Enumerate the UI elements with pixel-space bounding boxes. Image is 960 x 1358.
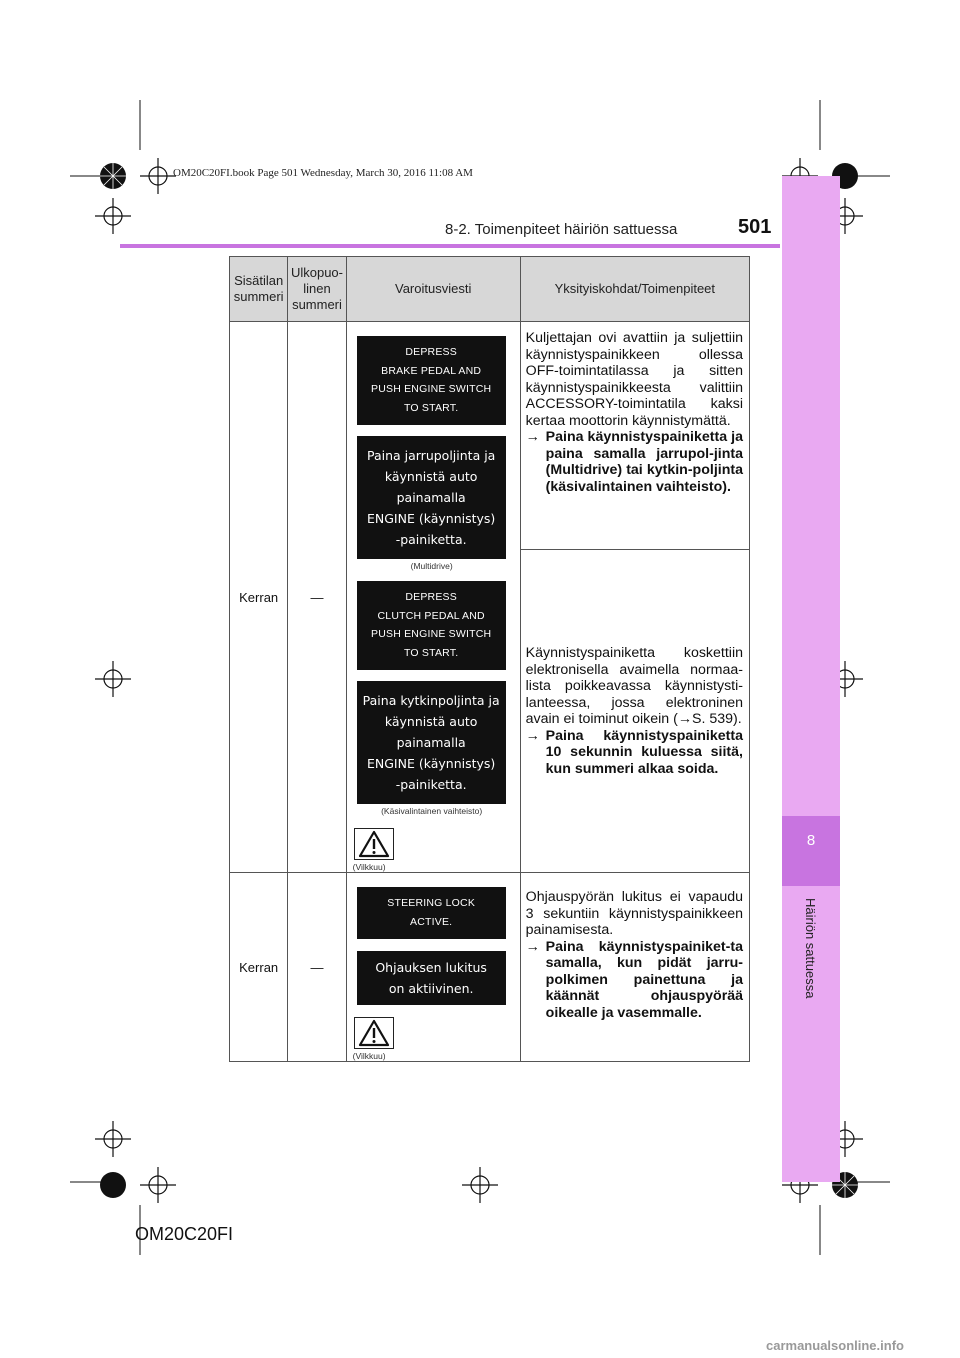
detail2-action: → Paina käynnistyspainiketta 10 sekunnin kuluessa siitä, kun summeri alkaa soida. <box>525 727 743 777</box>
row2-exterior-buzzer: — <box>288 873 346 1062</box>
header-exterior-buzzer: Ulkopuo-linen summeri <box>288 257 346 322</box>
page-number: 501 <box>738 216 772 238</box>
detail1-action: → Paina käynnistyspainiketta ja paina samalla jarrupol-jinta (Multidrive) tai kytkin-poljinta (käsivalintainen vaihteisto). <box>525 429 743 495</box>
header-details: Yksityiskohdat/Toimenpiteet <box>520 257 749 322</box>
header-interior-buzzer: Sisätilan summeri <box>230 257 288 322</box>
chapter-title: Häiriön sattuessa <box>803 898 818 999</box>
display-depress-clutch-fi: Paina kytkinpoljinta ja käynnistä auto painamalla ENGINE (käynnistys) -painiketta. <box>357 681 506 804</box>
chapter-number-box <box>782 816 840 886</box>
display-depress-brake-en: DEPRESS BRAKE PEDAL AND PUSH ENGINE SWITCH TO START. <box>357 336 506 425</box>
row1-interior-buzzer: Kerran <box>230 322 288 873</box>
display-depress-brake-fi: Paina jarrupoljinta ja käynnistä auto painamalla ENGINE (käynnistys) -painiketta. <box>357 436 506 559</box>
chapter-number: 8 <box>806 832 816 849</box>
caption-flashing: (Vilkkuu) <box>352 862 386 872</box>
row1-exterior-buzzer: — <box>288 322 346 873</box>
row2-messages <box>346 873 520 1062</box>
caption-manual-transmission: (Käsivalintainen vaihteisto) <box>381 806 483 816</box>
warning-triangle-icon <box>354 828 394 860</box>
header-warning-message: Varoitusviesti <box>346 257 520 322</box>
detail2-text: Käynnistyspainiketta koskettiin elektronisella avaimella normaa-lista poikkeavassa käynnistysti-lanteessa, jossa elektroninen avain ei toiminut oikein (→S. 539). <box>525 645 743 728</box>
display-depress-clutch-en: DEPRESS CLUTCH PEDAL AND PUSH ENGINE SWITCH TO START. <box>357 581 506 670</box>
display-steering-lock-fi: Ohjauksen lukitus on aktiivinen. <box>357 951 506 1005</box>
manual-code: OM20C20FI <box>135 1224 234 1244</box>
row2-detail <box>520 873 749 1062</box>
header-rule <box>120 244 780 248</box>
row2-detail-text: Ohjauspyörän lukitus ei vapaudu 3 sekuntiin käynnistyspainikkeen painamisesta. <box>525 889 743 938</box>
caption-multidrive: (Multidrive) <box>410 561 453 571</box>
row2-interior-buzzer: Kerran <box>230 873 288 1062</box>
row1-detail2 <box>520 550 749 873</box>
row1-detail1 <box>520 322 749 550</box>
row2-detail-action: → Paina käynnistyspainiket-ta samalla, kun pidät jarru-polkimen painettuna ja käännät ohjauspyörää oikealle ja vasemmalle. <box>525 938 743 1021</box>
warning-message-table <box>229 256 750 1062</box>
row1-messages <box>346 322 520 873</box>
book-info: OM20C20FI.book Page 501 Wednesday, March 30, 2016 11:08 AM <box>173 167 473 179</box>
display-steering-lock-en: STEERING LOCK ACTIVE. <box>357 887 506 939</box>
arrow-icon: → <box>525 727 540 744</box>
arrow-icon: → <box>525 938 540 955</box>
arrow-icon: → <box>525 429 540 445</box>
detail1-text: Kuljettajan ovi avattiin ja suljettiin käynnistyspainikkeen ollessa OFF-toimintatilassa ja sitten käynnistyspainikkeesta valittiin ACCESSORY-toimintatila kaksi kertaa moottorin käynnistymättä. <box>525 330 743 429</box>
watermark: carmanualsonline.info <box>766 1338 904 1353</box>
caption-flashing: (Vilkkuu) <box>352 1051 386 1061</box>
section-title: 8-2. Toimenpiteet häiriön sattuessa <box>445 221 678 238</box>
warning-triangle-icon <box>354 1017 394 1049</box>
